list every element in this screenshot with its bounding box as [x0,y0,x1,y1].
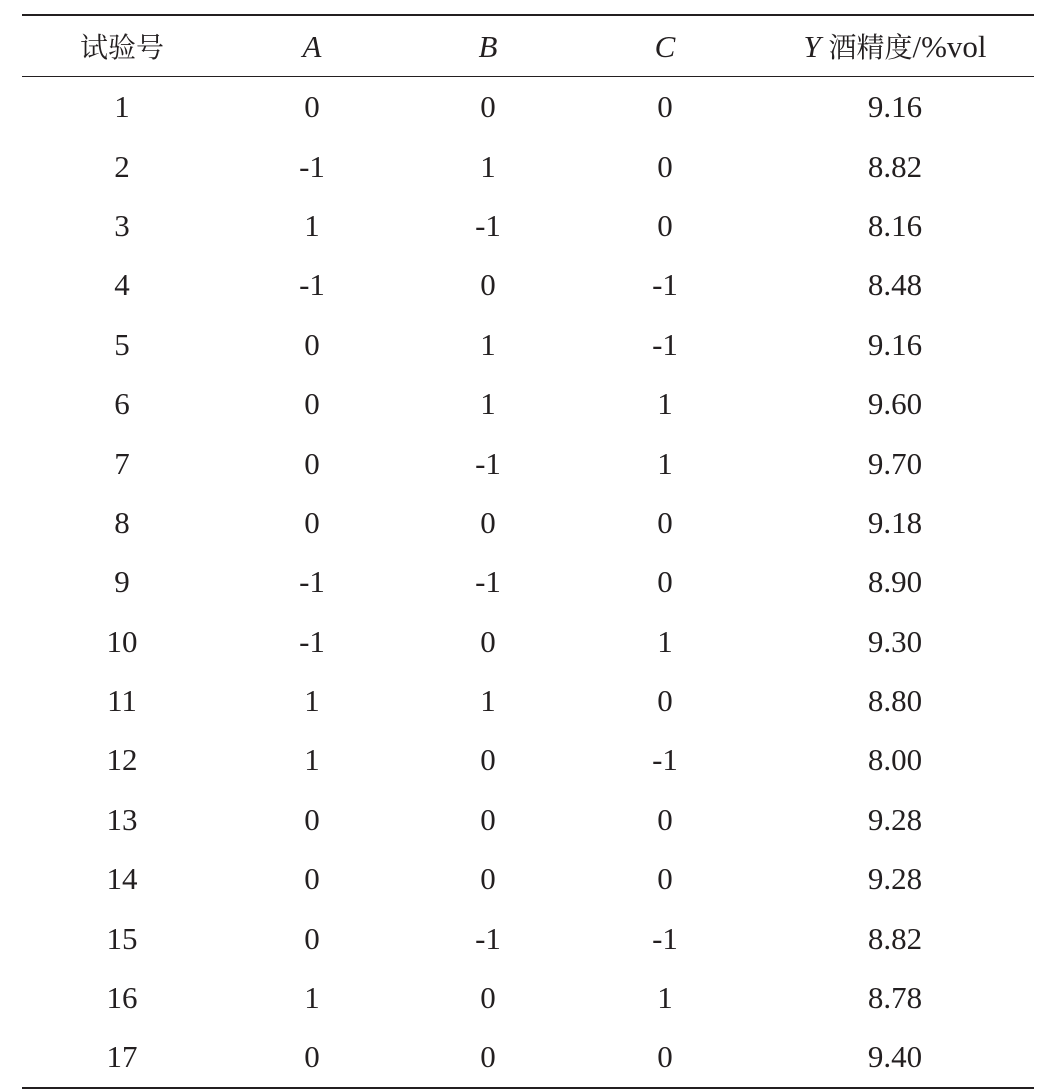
cell-trial-number: 13 [106,801,138,837]
cell-factor-a: 0 [304,89,320,125]
table-row [22,1027,1034,1087]
table-row [22,196,1034,255]
header-factor-c: C [654,28,676,64]
cell-trial-number: 4 [114,267,130,303]
cell-factor-b: 0 [480,504,496,540]
cell-factor-b: -1 [475,207,501,243]
cell-trial-number: 3 [114,207,130,243]
cell-trial-number: 10 [106,623,138,659]
cell-factor-a: -1 [299,267,325,303]
cell-factor-c: 1 [657,445,673,481]
cell-trial-number: 14 [106,861,138,897]
table-row [22,255,1034,314]
header-row [22,15,1034,77]
cell-factor-a: -1 [299,148,325,184]
cell-alcohol-content: 8.80 [867,683,923,719]
cell-alcohol-content: 9.40 [867,1039,923,1075]
cell-trial-number: 12 [106,742,138,778]
cell-factor-c: 1 [657,980,673,1016]
cell-factor-a: 1 [304,683,320,719]
cell-alcohol-content: 9.28 [867,801,923,837]
header-y-unit: /%vol [912,28,987,64]
cell-factor-c: 0 [657,89,673,125]
cell-factor-a: 0 [304,326,320,362]
cell-factor-c: 0 [657,207,673,243]
header-factor-b: B [478,28,498,64]
cell-alcohol-content: 8.78 [867,980,923,1016]
cell-factor-c: 1 [657,623,673,659]
cell-factor-b: 1 [480,683,496,719]
cell-factor-b: 0 [480,89,496,125]
cell-alcohol-content: 9.28 [867,861,923,897]
table-header [22,15,1034,77]
cell-factor-a: -1 [299,564,325,600]
cell-factor-b: 1 [480,326,496,362]
table-row [22,315,1034,374]
cell-trial-number: 7 [114,445,130,481]
cell-factor-c: 0 [657,504,673,540]
header-trial-number [22,15,222,77]
cell-factor-b: 0 [480,980,496,1016]
cell-factor-a: 0 [304,386,320,422]
header-y-label: 酒精度 [828,30,913,64]
table-row [22,552,1034,611]
cell-trial-number: 5 [114,326,130,362]
cell-factor-b: 1 [480,386,496,422]
cell-factor-b: 0 [480,267,496,303]
cell-factor-b: 0 [480,742,496,778]
cell-alcohol-content: 8.48 [867,267,923,303]
header-factor-a: A [302,28,322,64]
cell-factor-c: 0 [657,564,673,600]
cell-factor-c: -1 [652,920,678,956]
cell-factor-a: 0 [304,445,320,481]
cell-alcohol-content: 8.90 [867,564,923,600]
table-row [22,730,1034,789]
cell-alcohol-content: 9.70 [867,445,923,481]
cell-trial-number: 9 [114,564,130,600]
cell-factor-a: 0 [304,861,320,897]
cell-factor-c: -1 [652,267,678,303]
table-row [22,374,1034,433]
cell-trial-number: 15 [106,920,138,956]
experiment-design-table [22,14,1034,1089]
cell-trial-number: 2 [114,148,130,184]
table-row [22,908,1034,967]
cell-factor-c: 0 [657,861,673,897]
cell-factor-b: -1 [475,564,501,600]
table-row [22,849,1034,908]
cell-factor-a: 0 [304,801,320,837]
cell-factor-c: 1 [657,386,673,422]
cell-factor-c: 0 [657,801,673,837]
cell-trial-number: 11 [107,683,137,719]
cell-trial-number: 8 [114,504,130,540]
header-y-symbol: Y [803,28,821,64]
cell-factor-a: -1 [299,623,325,659]
cell-alcohol-content: 9.30 [867,623,923,659]
table-row [22,493,1034,552]
table-row [22,790,1034,849]
experiment-table-container [22,14,1034,1089]
cell-factor-a: 1 [304,980,320,1016]
cell-factor-a: 1 [304,742,320,778]
cell-alcohol-content: 8.82 [867,148,923,184]
cell-alcohol-content: 8.16 [867,207,923,243]
table-body [22,77,1034,1088]
table-row [22,968,1034,1027]
table-row [22,433,1034,492]
header-response-y [756,15,1034,77]
cell-alcohol-content: 8.82 [867,920,923,956]
cell-trial-number: 1 [114,89,130,125]
cell-alcohol-content: 9.60 [867,386,923,422]
cell-alcohol-content: 9.16 [867,89,923,125]
cell-trial-number: 17 [106,1039,138,1075]
cell-factor-b: 1 [480,148,496,184]
cell-trial-number: 6 [114,386,130,422]
cell-factor-b: 0 [480,861,496,897]
cell-factor-b: -1 [475,445,501,481]
cell-factor-a: 0 [304,504,320,540]
cell-trial-number: 16 [106,980,138,1016]
cell-factor-a: 1 [304,207,320,243]
table-row [22,136,1034,195]
cell-factor-b: 0 [480,1039,496,1075]
table-row [22,612,1034,671]
cell-factor-c: 0 [657,683,673,719]
cell-factor-c: 0 [657,148,673,184]
cell-factor-c: -1 [652,326,678,362]
cell-alcohol-content: 9.16 [867,326,923,362]
cell-factor-a: 0 [304,1039,320,1075]
cell-factor-b: 0 [480,623,496,659]
cell-factor-c: -1 [652,742,678,778]
header-trial-label: 试验号 [79,30,164,64]
table-row [22,671,1034,730]
cell-factor-b: 0 [480,801,496,837]
cell-alcohol-content: 9.18 [867,504,923,540]
cell-factor-b: -1 [475,920,501,956]
table-row [22,77,1034,137]
cell-factor-a: 0 [304,920,320,956]
cell-factor-c: 0 [657,1039,673,1075]
cell-alcohol-content: 8.00 [867,742,923,778]
